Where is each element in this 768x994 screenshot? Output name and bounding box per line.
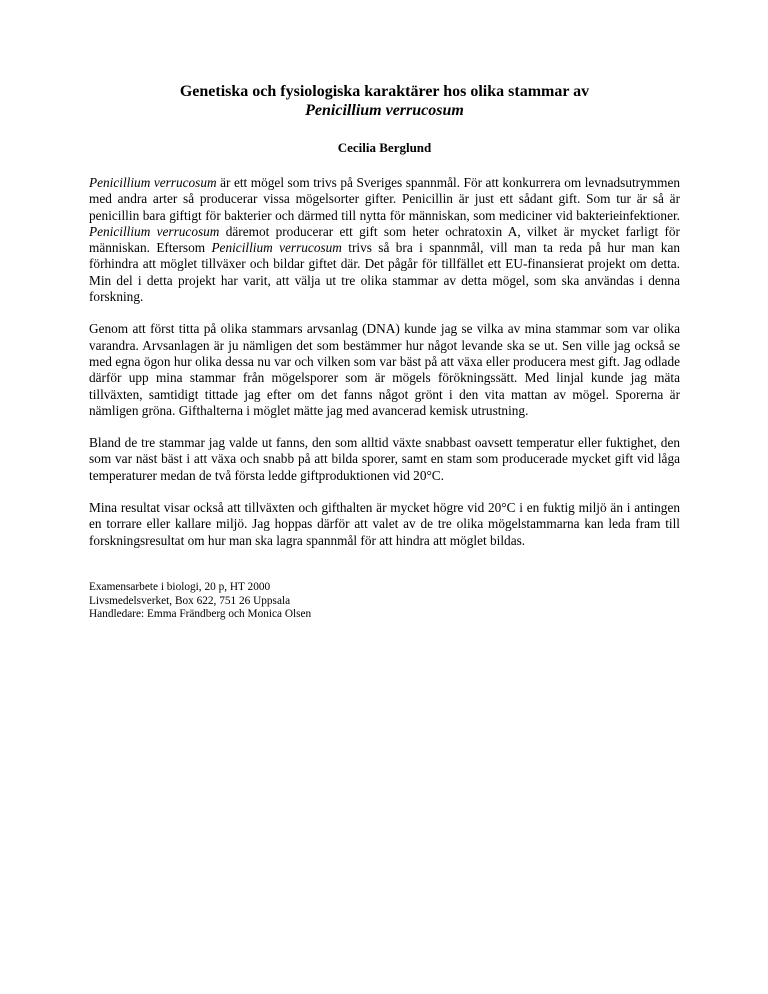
document-footer <box>89 581 680 622</box>
footer-line-supervisors: Handledare: Emma Frändberg och Monica Olsen <box>89 608 312 621</box>
species-name: Penicillium verrucosum <box>89 223 220 239</box>
paragraph-1-text-b: däremot producerar ett gift som heter ochratoxin A, vilket är mycket farligt för människan. Eftersom <box>89 223 680 256</box>
paragraph-1-text-a: är ett mögel som trivs på Sveriges spannmål. För att konkurrera om levnadsutrymmen med andra arter så producerar vissa mögelsorter gifter. Penicillin är just ett sådant gift. Som tur är så är penicillin bara giftigt för bakterier och därmed till nytta för människan, som mediciner vid bakterieinfektioner. <box>89 175 680 223</box>
species-name: Penicillium verrucosum <box>89 175 217 190</box>
document-title <box>89 82 680 120</box>
paragraph-3: Bland de tre stammar jag valde ut fanns, den som alltid växte snabbast oavsett temperatur eller fuktighet, den som var näst bäst i att växa och snabb på att bilda sporer, samt en stam som producerade mycket gift vid låga temperaturer medan de två första ledde giftproduktionen vid 20°C. <box>89 435 680 483</box>
paragraph-2: Genom att först titta på olika stammars arvsanlag (DNA) kunde jag se vilka av mina stammar som var olika varandra. Arvsanlagen är ju nämligen det som bestämmer hur något levande ska se ut. Sen ville jag också se med egna ögon hur olika dessa nu var och vilken som var bäst på att växa eller producera mest gift. Jag odlade därför upp mina stammar från mögelsporer som är mögels förökningssätt. Med linjal kunde jag mäta tillväxten, samtidigt tittade jag efter om det fanns något grönt i den vita mattan av mögel. Sporerna är nämligen gröna. Gifthalterna i möglet mätte jag med avancerad kemisk utrustning. <box>89 321 680 418</box>
document-page <box>89 82 680 622</box>
title-line-1: Genetiska och fysiologiska karaktärer hos olika stammar av <box>179 83 590 100</box>
footer-line-address: Livsmedelsverket, Box 622, 751 26 Uppsala <box>89 594 291 607</box>
footer-line-degree: Examensarbete i biologi, 20 p, HT 2000 <box>89 580 271 593</box>
species-name: Penicillium verrucosum <box>211 240 342 256</box>
author-name: Cecilia Berglund <box>337 140 432 155</box>
paragraph-4: Mina resultat visar också att tillväxten och gifthalten är mycket högre vid 20°C i en fuktig miljö än i antingen en torrare eller kallare miljö. Jag hoppas därför att valet av de tre olika mögelstammarna kan leda fram till forskningsresultat om hur man ska lagra spannmål för att hindra att möglet bildas. <box>89 500 680 548</box>
paragraph-1 <box>89 175 680 305</box>
paragraph-1-text-c: trivs så bra i spannmål, vill man ta reda på hur man kan förhindra att möglet tillväxer och bildar giftet där. Det pågår för tillfället ett EU-finansierat projekt om detta. Min del i detta projekt har varit, att välja ut tre olika stammar av detta mögel, som ska användas i denna forskning. <box>89 240 680 305</box>
title-line-2-species: Penicillium verrucosum <box>305 102 464 119</box>
